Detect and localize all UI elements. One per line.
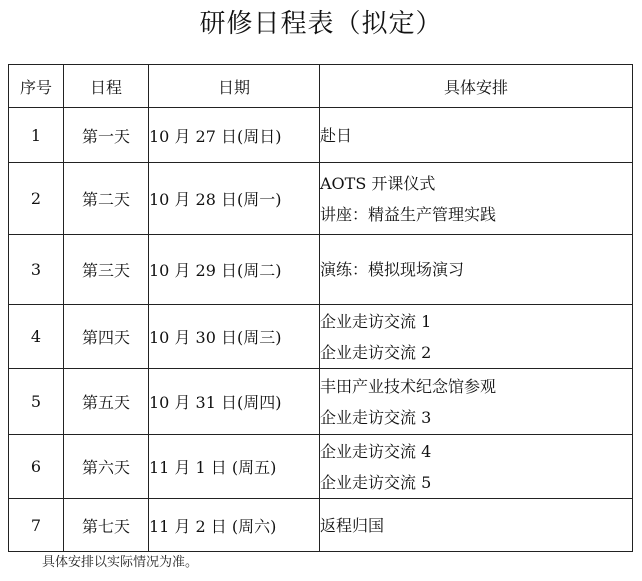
- plan-item: AOTS 开课仪式: [320, 173, 436, 193]
- row-day: 第七天: [64, 499, 149, 552]
- row-date: 10 月 27 日(周日): [149, 108, 320, 163]
- row-plan: [320, 305, 633, 369]
- row-plan: [320, 108, 633, 163]
- plan-item: 企业走访交流 4: [320, 441, 432, 461]
- table-row: [9, 435, 633, 499]
- row-no: 5: [9, 369, 64, 435]
- row-no: 6: [9, 435, 64, 499]
- header-no: 序号: [9, 65, 64, 108]
- plan-item: 企业走访交流 3: [320, 407, 432, 427]
- schedule-table: [8, 64, 633, 552]
- row-date: 10 月 30 日(周三): [149, 305, 320, 369]
- header-plan: 具体安排: [320, 65, 633, 108]
- row-plan: [320, 499, 633, 552]
- row-date: 11 月 2 日 (周六): [149, 499, 320, 552]
- row-day: 第六天: [64, 435, 149, 499]
- row-date: 10 月 29 日(周二): [149, 235, 320, 305]
- plan-item: 丰田产业技术纪念馆参观: [320, 376, 497, 396]
- plan-item: 企业走访交流 1: [320, 311, 432, 331]
- table-header-row: [9, 65, 633, 108]
- row-plan: [320, 435, 633, 499]
- row-day: 第四天: [64, 305, 149, 369]
- footnote: 具体安排以实际情况为准。: [42, 555, 199, 570]
- row-no: 3: [9, 235, 64, 305]
- row-date: 11 月 1 日 (周五): [149, 435, 320, 499]
- row-day: 第三天: [64, 235, 149, 305]
- row-day: 第五天: [64, 369, 149, 435]
- row-day: 第二天: [64, 163, 149, 235]
- row-plan: [320, 163, 633, 235]
- header-date: 日期: [149, 65, 320, 108]
- row-date: 10 月 31 日(周四): [149, 369, 320, 435]
- table-row: [9, 108, 633, 163]
- row-no: 4: [9, 305, 64, 369]
- table-row: [9, 235, 633, 305]
- table-row: [9, 305, 633, 369]
- plan-item: 讲座：精益生产管理实践: [320, 204, 497, 224]
- plan-item: 企业走访交流 2: [320, 342, 432, 362]
- plan-item: 返程归国: [320, 515, 385, 535]
- row-plan: [320, 369, 633, 435]
- row-day: 第一天: [64, 108, 149, 163]
- plan-item: 赴日: [320, 125, 353, 145]
- table-row: [9, 499, 633, 552]
- plan-item: 企业走访交流 5: [320, 472, 432, 492]
- header-day: 日程: [64, 65, 149, 108]
- plan-item: 演练：模拟现场演习: [320, 260, 465, 279]
- table-row: [9, 163, 633, 235]
- row-no: 2: [9, 163, 64, 235]
- row-no: 1: [9, 108, 64, 163]
- row-date: 10 月 28 日(周一): [149, 163, 320, 235]
- table-row: [9, 369, 633, 435]
- page-title: 研修日程表（拟定）: [199, 9, 443, 39]
- row-no: 7: [9, 499, 64, 552]
- row-plan: [320, 235, 633, 305]
